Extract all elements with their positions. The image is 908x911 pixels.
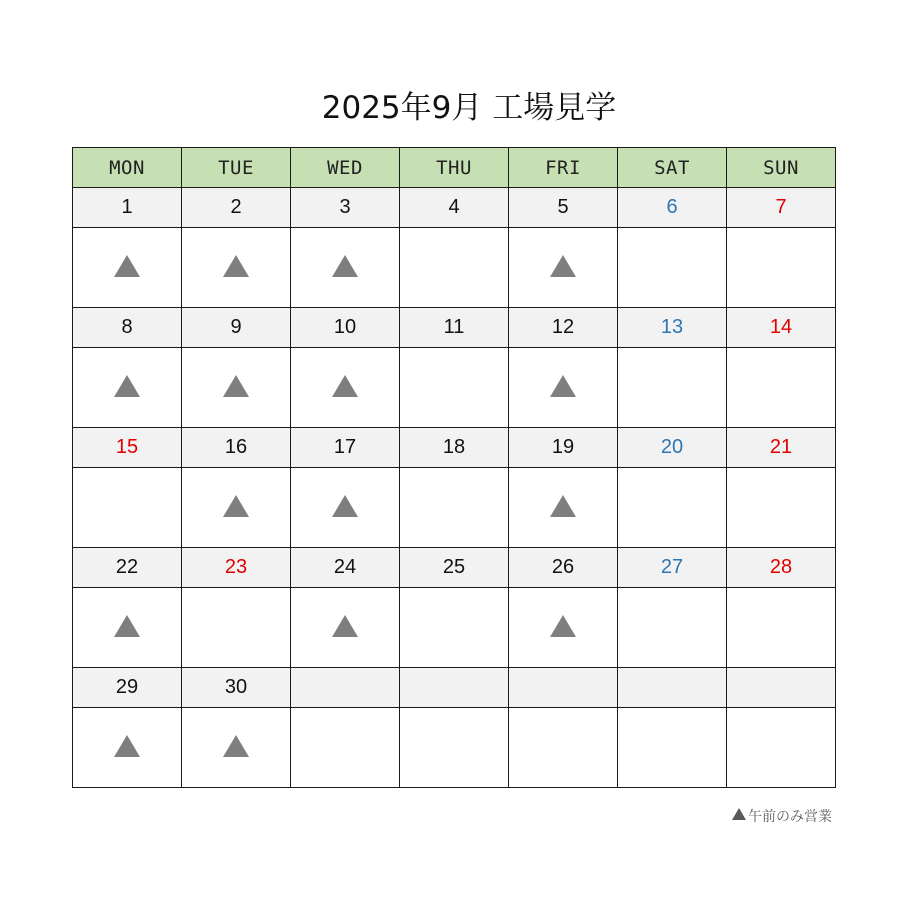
date-cell: 20 <box>618 428 727 468</box>
date-cell: 2 <box>182 188 291 228</box>
triangle-icon <box>732 808 746 820</box>
date-cell: 22 <box>73 548 182 588</box>
day-cell <box>182 708 291 788</box>
day-cell <box>727 468 836 548</box>
triangle-icon <box>114 615 140 637</box>
date-cell: 29 <box>73 668 182 708</box>
date-cell <box>291 668 400 708</box>
day-cell <box>618 228 727 308</box>
date-cell: 15 <box>73 428 182 468</box>
date-cell: 26 <box>509 548 618 588</box>
triangle-icon <box>223 735 249 757</box>
date-cell: 19 <box>509 428 618 468</box>
triangle-icon <box>114 735 140 757</box>
weekday-header-tue: TUE <box>182 148 291 188</box>
date-cell: 9 <box>182 308 291 348</box>
day-cell <box>291 468 400 548</box>
day-cell <box>400 708 509 788</box>
day-cell <box>509 348 618 428</box>
triangle-icon <box>332 615 358 637</box>
date-cell: 25 <box>400 548 509 588</box>
calendar-title: 2025年9月 工場見学 <box>321 90 617 126</box>
date-cell: 16 <box>182 428 291 468</box>
triangle-icon <box>223 255 249 277</box>
day-cell <box>291 228 400 308</box>
date-cell: 12 <box>509 308 618 348</box>
day-cell <box>182 228 291 308</box>
day-body-row <box>73 348 836 428</box>
day-cell <box>182 588 291 668</box>
triangle-icon <box>114 255 140 277</box>
date-cell: 4 <box>400 188 509 228</box>
day-cell <box>509 708 618 788</box>
weekday-header-thu: THU <box>400 148 509 188</box>
legend <box>732 806 832 826</box>
date-cell <box>727 668 836 708</box>
date-cell: 1 <box>73 188 182 228</box>
day-cell <box>509 228 618 308</box>
date-cell: 14 <box>727 308 836 348</box>
day-cell <box>73 468 182 548</box>
date-cell: 7 <box>727 188 836 228</box>
day-cell <box>618 468 727 548</box>
weekday-header-sun: SUN <box>727 148 836 188</box>
day-body-row <box>73 588 836 668</box>
day-cell <box>182 468 291 548</box>
day-cell <box>727 228 836 308</box>
day-cell <box>400 588 509 668</box>
date-cell <box>618 668 727 708</box>
date-cell: 21 <box>727 428 836 468</box>
date-row <box>73 428 836 468</box>
weekday-header-row <box>73 148 836 188</box>
day-cell <box>727 588 836 668</box>
date-cell: 28 <box>727 548 836 588</box>
date-cell: 17 <box>291 428 400 468</box>
day-cell <box>618 588 727 668</box>
weekday-header-sat: SAT <box>618 148 727 188</box>
date-cell: 8 <box>73 308 182 348</box>
day-cell <box>618 708 727 788</box>
weekday-header-fri: FRI <box>509 148 618 188</box>
day-cell <box>400 468 509 548</box>
date-cell: 3 <box>291 188 400 228</box>
triangle-icon <box>550 495 576 517</box>
date-cell: 11 <box>400 308 509 348</box>
date-cell <box>400 668 509 708</box>
triangle-icon <box>550 615 576 637</box>
day-cell <box>73 588 182 668</box>
date-row <box>73 668 836 708</box>
day-cell <box>509 468 618 548</box>
date-cell: 5 <box>509 188 618 228</box>
day-cell <box>291 708 400 788</box>
day-cell <box>73 708 182 788</box>
date-cell: 10 <box>291 308 400 348</box>
triangle-icon <box>332 375 358 397</box>
triangle-icon <box>332 495 358 517</box>
day-cell <box>400 228 509 308</box>
day-body-row <box>73 708 836 788</box>
triangle-icon <box>223 495 249 517</box>
triangle-icon <box>114 375 140 397</box>
date-row <box>73 548 836 588</box>
day-body-row <box>73 468 836 548</box>
date-cell: 6 <box>618 188 727 228</box>
date-cell: 13 <box>618 308 727 348</box>
day-cell <box>727 708 836 788</box>
date-cell: 23 <box>182 548 291 588</box>
weekday-header-mon: MON <box>73 148 182 188</box>
day-cell <box>182 348 291 428</box>
day-cell <box>291 588 400 668</box>
calendar-grid <box>72 147 836 788</box>
triangle-icon <box>550 255 576 277</box>
day-cell <box>73 228 182 308</box>
day-cell <box>400 348 509 428</box>
date-cell: 27 <box>618 548 727 588</box>
date-cell: 24 <box>291 548 400 588</box>
date-row <box>73 308 836 348</box>
date-cell: 18 <box>400 428 509 468</box>
date-row <box>73 188 836 228</box>
triangle-icon <box>332 255 358 277</box>
legend-text: 午前のみ営業 <box>748 809 832 825</box>
day-cell <box>291 348 400 428</box>
day-cell <box>509 588 618 668</box>
triangle-icon <box>550 375 576 397</box>
date-cell <box>509 668 618 708</box>
day-cell <box>73 348 182 428</box>
day-body-row <box>73 228 836 308</box>
day-cell <box>618 348 727 428</box>
day-cell <box>727 348 836 428</box>
triangle-icon <box>223 375 249 397</box>
date-cell: 30 <box>182 668 291 708</box>
weekday-header-wed: WED <box>291 148 400 188</box>
